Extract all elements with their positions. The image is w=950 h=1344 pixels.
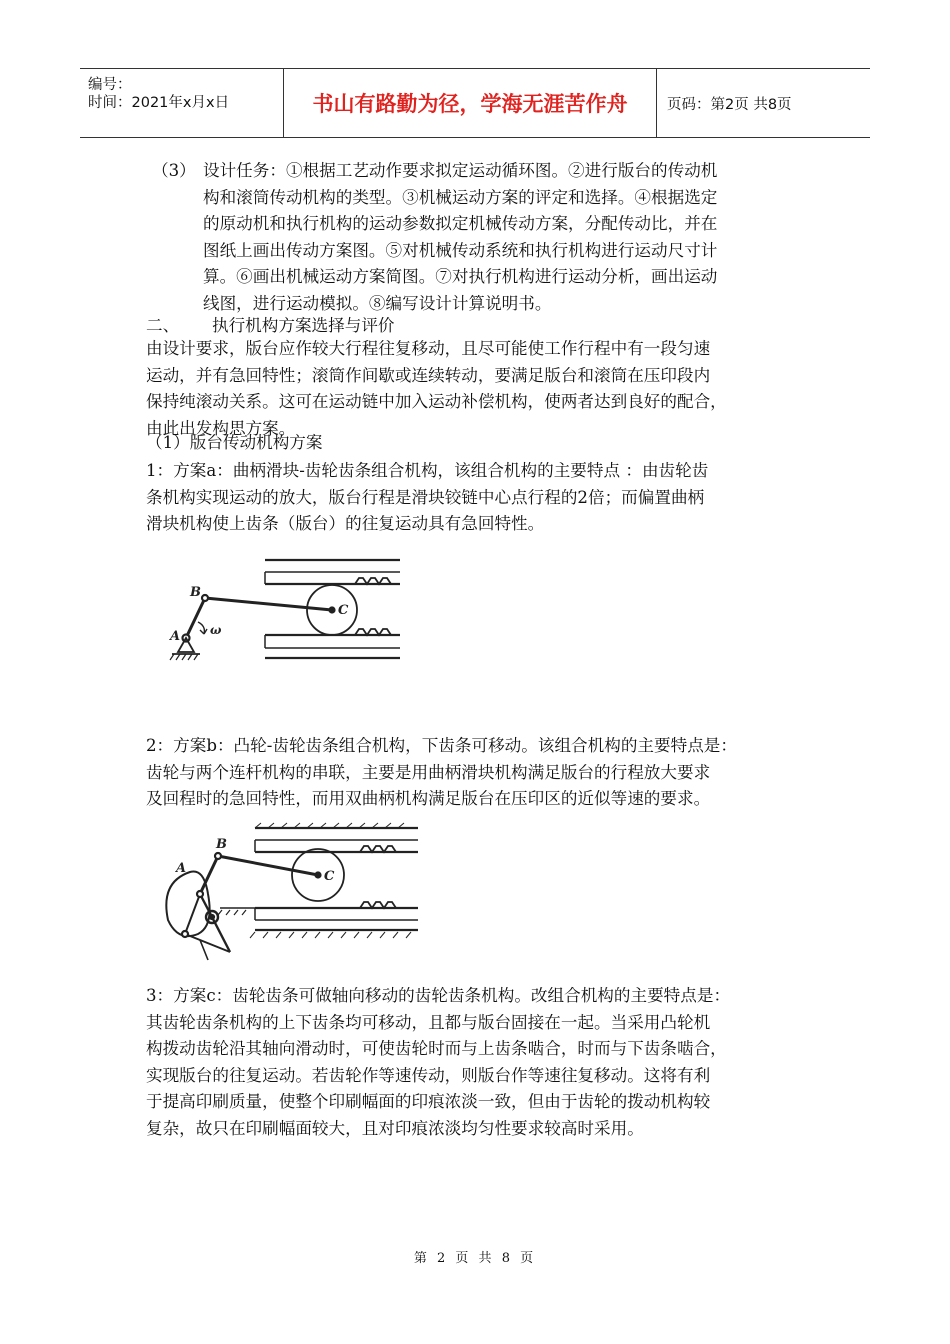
page-footer: 第 2 页 共 8 页 — [413, 1251, 537, 1266]
scheme-c-line: 3：方案c：齿轮齿条可做轴向移动的齿轮齿条机构。改组合机构的主要特点是： — [146, 986, 731, 1005]
scheme-a-line: 1：方案a：曲柄滑块-齿轮齿条组合机构，该组合机构的主要特点 ：由齿轮齿 — [146, 461, 709, 480]
intro-line: 保持纯滚动关系。这可在运动链中加入运动补偿机构，使两者达到良好的配合， — [146, 392, 727, 411]
task-line: 算。⑥画出机械运动方案简图。⑦对执行机构进行运动分析，画出运动 — [203, 267, 718, 286]
scheme-c-line: 实现版台的往复运动。若齿轮作等速传动，则版台作等速往复移动。这将有利 — [146, 1065, 711, 1085]
label-b: B — [190, 585, 201, 600]
task-line: 线图，进行运动模拟。⑧编写设计计算说明书。 — [203, 293, 552, 313]
scheme-b-mechanism-diagram — [160, 822, 425, 967]
task-line: 设计任务：①根据工艺动作要求拟定运动循环图。②进行版台的传动机 — [203, 161, 718, 180]
scheme-a-line: 条机构实现运动的放大，版台行程是滑块铰链中心点行程的2倍；而偏置曲柄 — [146, 487, 705, 507]
page-header — [80, 68, 870, 138]
intro-line: 运动，并有急回特性；滚筒作间歇或连续转动，要满足版台和滚筒在压印段内 — [146, 365, 711, 385]
task-number: （3） — [152, 161, 196, 180]
scheme-a-line: 滑块机构使上齿条（版台）的往复运动具有急回特性。 — [146, 514, 545, 533]
task-line: 的原动机和执行机构的运动参数拟定机械传动方案，分配传动比，并在 — [203, 214, 718, 233]
scheme-c-line: 其齿轮齿条机构的上下齿条均可移动，且都与版台固接在一起。当采用凸轮机 — [146, 1012, 711, 1032]
label-b: B — [216, 837, 227, 852]
section-heading-number: 二、 — [146, 316, 180, 335]
header-motto: 书山有路勤为径，学海无涯苦作舟 — [284, 69, 657, 137]
sub-heading: （1）版台传动机构方案 — [146, 433, 323, 452]
task-line: 构和滚筒传动机构的类型。③机械运动方案的评定和选择。④根据选定 — [203, 187, 718, 207]
header-meta — [80, 69, 284, 137]
section-heading: 执行机构方案选择与评价 — [212, 316, 395, 335]
scheme-b-line: 及回程时的急回特性，而用双曲柄机构满足版台在压印区的近似等速的要求。 — [146, 789, 711, 808]
scheme-c-line: 复杂，故只在印刷幅面较大，且对印痕浓淡均匀性要求较高时采用。 — [146, 1118, 644, 1138]
scheme-b-line: 齿轮与两个连杆机构的串联，主要是用曲柄滑块机构满足版台的行程放大要求 — [146, 762, 711, 782]
scheme-b-line: 2：方案b：凸轮-齿轮齿条组合机构，下齿条可移动。该组合机构的主要特点是： — [146, 736, 737, 755]
scheme-a-mechanism-diagram — [160, 550, 410, 675]
intro-line: 由此出发构思方案。 — [146, 418, 296, 438]
label-c: C — [338, 603, 349, 618]
label-omega: ω — [210, 623, 222, 637]
scheme-c-line: 构拨动齿轮沿其轴向滑动时，可使齿轮时而与上齿条啮合，时而与下齿条啮合， — [146, 1039, 727, 1058]
scheme-c-line: 于提高印刷质量，使整个印刷幅面的印痕浓淡一致，但由于齿轮的拨动机构较 — [146, 1092, 711, 1111]
label-a: A — [176, 861, 187, 876]
task-line: 图纸上画出传动方案图。⑤对机械传动系统和执行机构进行运动尺寸计 — [203, 240, 718, 260]
page-info-text: 页码：第2页 共8页 — [667, 96, 792, 113]
label-c: C — [324, 869, 335, 884]
label-a: A — [170, 629, 181, 644]
document-number-label: 编号： — [88, 77, 132, 93]
document-date: 时间：2021年x月x日 — [88, 95, 230, 111]
intro-line: 由设计要求，版台应作较大行程往复移动，且尽可能使工作行程中有一段匀速 — [146, 339, 711, 358]
header-page-info — [657, 69, 870, 137]
